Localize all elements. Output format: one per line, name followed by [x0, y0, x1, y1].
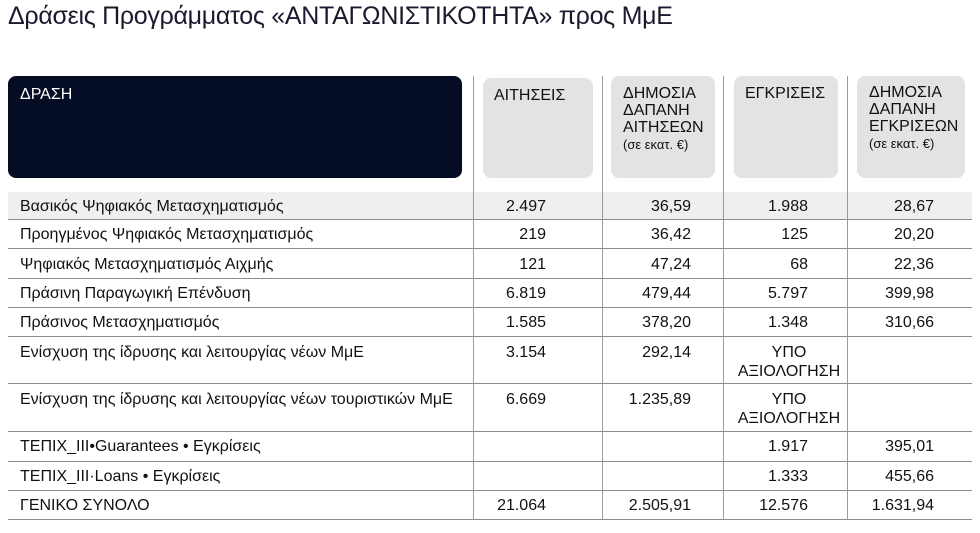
row-spend-applications: 2.505,91: [628, 497, 691, 514]
row-action: Βασικός Ψηφιακός Μετασχηματισμός: [20, 198, 284, 215]
row-applications: 6.819: [505, 285, 546, 302]
row-approvals: 1.333: [767, 468, 808, 485]
table-row: [8, 220, 972, 249]
row-action: ΤΕΠΙΧ_ΙΙΙ•Guarantees • Εγκρίσεις: [20, 438, 261, 455]
row-spend-approvals: 1.631,94: [871, 497, 934, 514]
header-approvals: [734, 76, 838, 178]
row-spend-approvals: 22,36: [893, 256, 934, 273]
header-applications: [483, 78, 593, 178]
row-spend-approvals: 20,20: [893, 226, 934, 243]
table-row: [8, 337, 972, 384]
row-spend-applications: 292,14: [642, 344, 691, 361]
row-applications: 6.669: [505, 391, 546, 408]
header-approvals-label: ΕΓΚΡΙΣΕΙΣ: [745, 85, 826, 102]
row-action: Πράσινη Παραγωγική Επένδυση: [20, 285, 251, 302]
header-psa-line-2: ΔΑΠΑΝΗ: [623, 102, 690, 119]
row-approvals: 125: [781, 226, 808, 243]
row-action: Ενίσχυση της ίδρυσης και λειτουργίας νέων ΜμΕ: [20, 344, 364, 361]
row-action: Ενίσχυση της ίδρυσης και λειτουργίας νέων τουριστικών ΜμΕ: [20, 391, 453, 408]
row-spend-approvals: 455,66: [885, 468, 934, 485]
row-spend-approvals: 395,01: [885, 438, 934, 455]
row-spend-applications: 1.235,89: [628, 391, 691, 408]
table-row: [8, 384, 972, 432]
row-action: ΓΕΝΙΚΟ ΣΥΝΟΛΟ: [20, 497, 150, 514]
column-divider: [602, 76, 603, 520]
row-spend-applications: 36,59: [650, 198, 691, 215]
row-applications: 2.497: [505, 198, 546, 215]
row-action: Ψηφιακός Μετασχηματισμός Αιχμής: [20, 256, 274, 273]
table-row: [8, 249, 972, 279]
row-spend-approvals: 399,98: [885, 285, 934, 302]
header-psr-line-3: ΕΓΚΡΙΣΕΩΝ: [869, 118, 959, 135]
row-approvals-status: ΥΠΟ ΑΞΙΟΛΟΓΗΣΗ: [737, 344, 841, 380]
row-spend-applications: 378,20: [642, 314, 691, 331]
row-approvals: 1.917: [767, 438, 808, 455]
column-divider: [723, 76, 724, 520]
table-row: [8, 462, 972, 491]
table-row: [8, 308, 972, 337]
row-spend-applications: 479,44: [642, 285, 691, 302]
header-psa-line-3: ΑΙΤΗΣΕΩΝ: [623, 119, 704, 136]
row-applications: 121: [519, 256, 546, 273]
row-approvals: 5.797: [767, 285, 808, 302]
header-psa-line-1: ΔΗΜΟΣΙΑ: [623, 85, 697, 102]
row-applications: 1.585: [505, 314, 546, 331]
row-action: Πράσινος Μετασχηματισμός: [20, 314, 220, 331]
table-row: [8, 192, 972, 220]
table-row-total: [8, 491, 972, 520]
header-applications-label: ΑΙΤΗΣΕΙΣ: [494, 87, 566, 104]
row-spend-applications: 36,42: [650, 226, 691, 243]
row-applications: 219: [519, 226, 546, 243]
row-applications: 21.064: [497, 497, 546, 514]
row-applications: 3.154: [505, 344, 546, 361]
row-approvals: 68: [790, 256, 808, 273]
row-spend-approvals: 310,66: [885, 314, 934, 331]
table-row: [8, 432, 972, 462]
row-approvals: 1.348: [767, 314, 808, 331]
column-divider: [473, 76, 474, 520]
table-row: [8, 279, 972, 308]
header-action-label: ΔΡΑΣΗ: [20, 86, 73, 103]
header-psa-unit: (σε εκατ. €): [623, 137, 689, 152]
header-psr-unit: (σε εκατ. €): [869, 136, 935, 151]
header-action: [8, 76, 462, 178]
row-approvals: 1.988: [767, 198, 808, 215]
row-approvals: 12.576: [759, 497, 808, 514]
page-title: Δράσεις Προγράμματος «ΑΝΤΑΓΩΝΙΣΤΙΚΟΤΗΤΑ» προς ΜμΕ: [8, 2, 673, 30]
row-action: Προηγμένος Ψηφιακός Μετασχηματισμός: [20, 226, 314, 243]
row-spend-approvals: 28,67: [893, 198, 934, 215]
header-public-spending-approvals: [857, 76, 965, 178]
row-approvals-status: ΥΠΟ ΑΞΙΟΛΟΓΗΣΗ: [737, 391, 841, 427]
header-psr-line-2: ΔΑΠΑΝΗ: [869, 101, 936, 118]
row-spend-applications: 47,24: [650, 256, 691, 273]
row-action: ΤΕΠΙΧ_ΙΙΙ·Loans • Εγκρίσεις: [20, 468, 221, 485]
header-psr-line-1: ΔΗΜΟΣΙΑ: [869, 84, 943, 101]
header-public-spending-applications: [611, 76, 715, 178]
column-divider: [847, 76, 848, 520]
